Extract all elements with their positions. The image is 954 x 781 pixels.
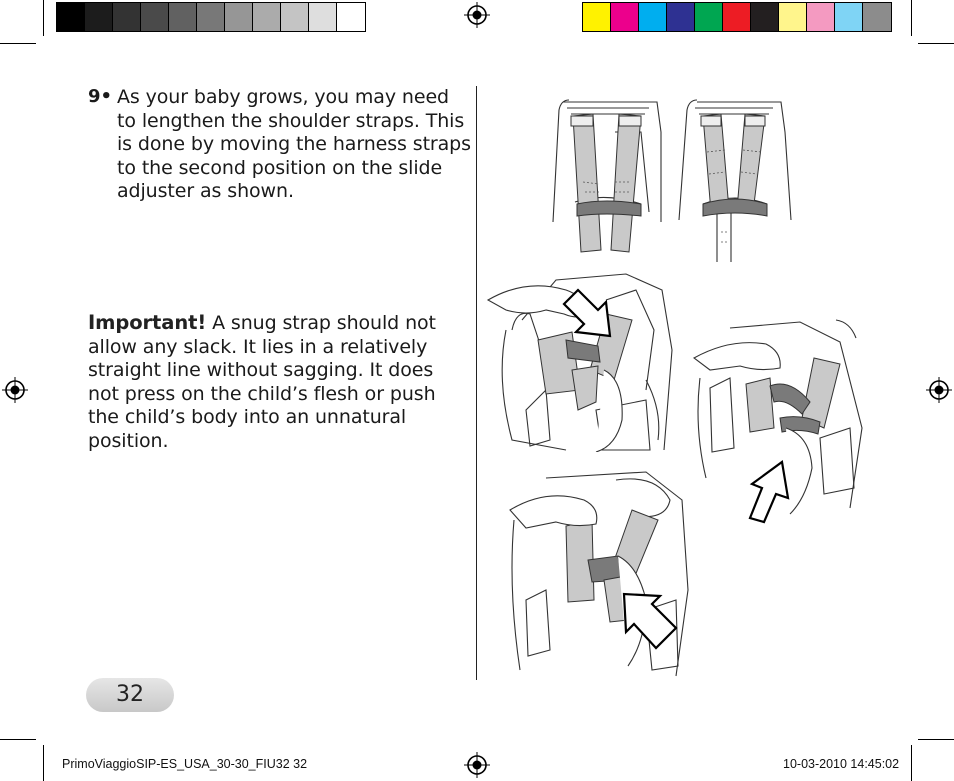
grayscale-color-bar xyxy=(56,2,366,32)
harness-adjuster-illustration xyxy=(545,92,795,262)
crop-mark xyxy=(0,739,36,740)
color-swatch xyxy=(583,3,611,31)
text-line: As your baby grows, you may need xyxy=(117,86,450,108)
crop-mark xyxy=(43,745,44,781)
color-swatch xyxy=(253,3,281,31)
page-number: 32 xyxy=(116,682,144,707)
registration-mark-icon xyxy=(464,2,490,28)
text-line: adjuster as shown. xyxy=(117,180,294,202)
column-divider xyxy=(476,86,477,680)
step-instructions xyxy=(117,86,471,204)
text-line: to lengthen the shoulder straps. This xyxy=(117,109,465,132)
color-swatch xyxy=(85,3,113,31)
color-swatch xyxy=(835,3,863,31)
step-number: 9• xyxy=(88,86,113,107)
registration-mark-icon xyxy=(926,377,952,403)
footer-file-info: PrimoViaggioSIP-ES_USA_30-30_FIU32 32 xyxy=(62,757,308,771)
color-swatch xyxy=(197,3,225,31)
registration-mark-icon xyxy=(2,377,28,403)
color-swatch xyxy=(751,3,779,31)
color-swatch xyxy=(695,3,723,31)
color-swatch xyxy=(281,3,309,31)
strap-pulled-through-illustration xyxy=(690,318,868,524)
color-swatch xyxy=(639,3,667,31)
straps-repositioned-illustration xyxy=(506,470,690,680)
important-note xyxy=(88,311,436,453)
crop-mark xyxy=(918,739,954,740)
color-swatch xyxy=(57,3,85,31)
color-swatch xyxy=(807,3,835,31)
crop-mark xyxy=(0,43,36,44)
text-line: position. xyxy=(88,429,169,452)
text-line: the child’s body into an unnatural xyxy=(88,406,407,428)
color-swatch xyxy=(779,3,807,31)
crop-mark xyxy=(911,745,912,781)
crop-mark xyxy=(918,43,954,44)
text-line xyxy=(88,311,436,336)
color-swatch xyxy=(667,3,695,31)
color-swatch xyxy=(141,3,169,31)
color-swatch xyxy=(169,3,197,31)
text-line: not press on the child’s flesh or push xyxy=(88,382,436,405)
text-line: is done by moving the harness straps xyxy=(117,133,471,155)
important-label: Important! xyxy=(88,311,207,334)
footer-timestamp: 10-03-2010 14:45:02 xyxy=(783,757,900,771)
color-swatch xyxy=(309,3,337,31)
crop-mark xyxy=(911,0,912,36)
color-swatch xyxy=(113,3,141,31)
process-color-bar xyxy=(582,2,892,32)
color-swatch xyxy=(863,3,891,31)
text-segment: A snug strap should not xyxy=(206,312,436,334)
color-swatch xyxy=(225,3,253,31)
color-swatch xyxy=(611,3,639,31)
color-swatch xyxy=(723,3,751,31)
registration-mark-icon xyxy=(464,752,490,778)
text-line: to the second position on the slide xyxy=(117,156,443,179)
text-line: allow any slack. It lies in a relatively xyxy=(88,335,428,358)
color-swatch xyxy=(337,3,365,31)
hand-adjusting-strap-illustration xyxy=(486,270,682,452)
crop-mark xyxy=(43,0,44,36)
text-line: straight line without sagging. It does xyxy=(88,359,434,381)
